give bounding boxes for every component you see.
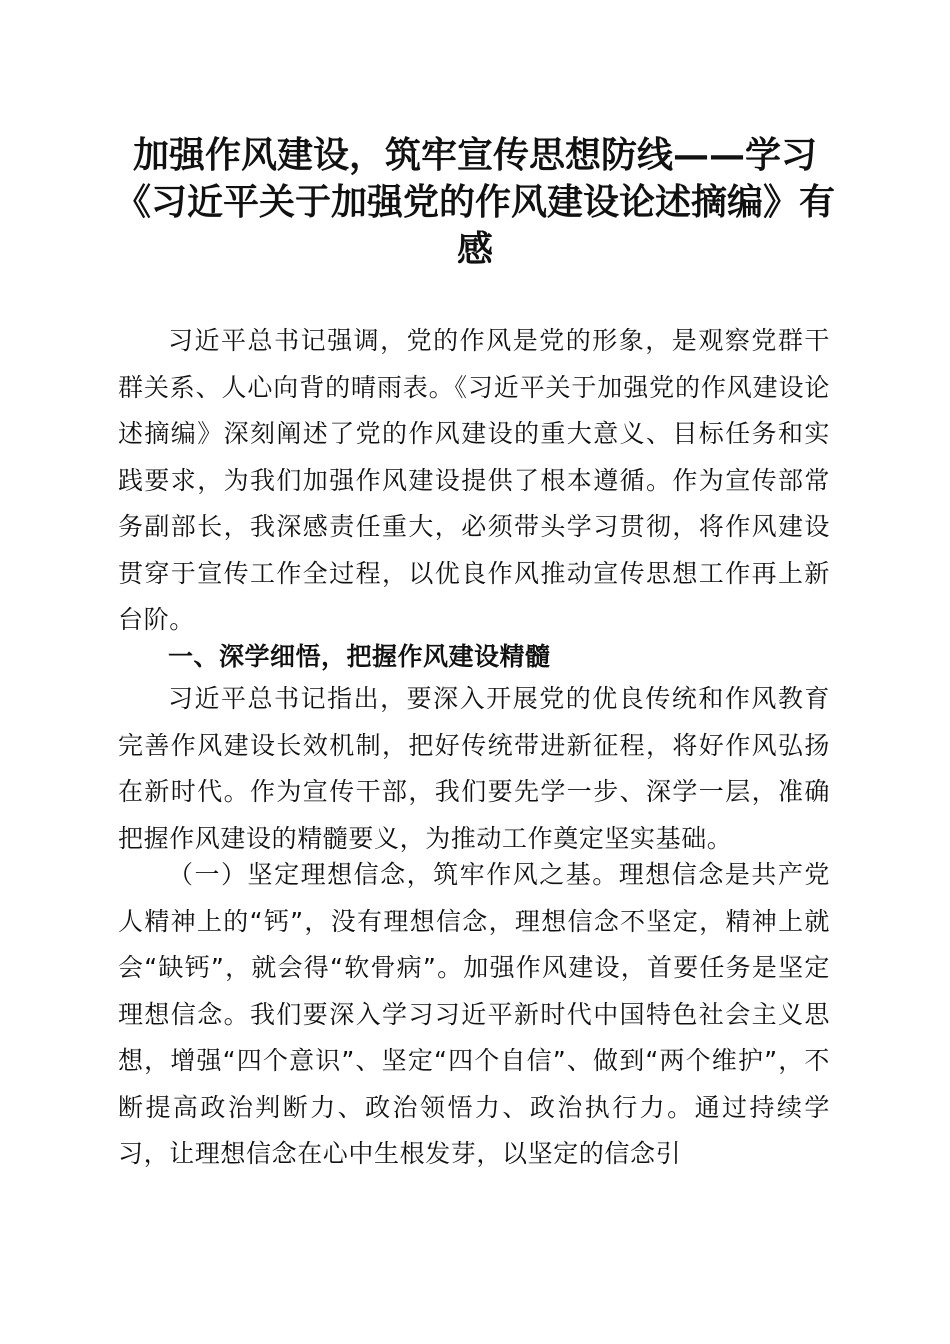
intro-paragraph-block xyxy=(118,318,830,644)
title-line-1: 加强作风建设，筑牢宣传思想防线——学习 xyxy=(132,134,817,176)
intro-paragraph: 习近平总书记强调，党的作风是党的形象，是观察党群干群关系、人心向背的晴雨表。《习近平关于加强党的作风建设论述摘编》深刻阐述了党的作风建设的重大意义、目标任务和实践要求，为我们加强作风建设提供了根本遵循。作为宣传部常务副部长，我深感责任重大，必须带头学习贯彻，将作风建设贯穿于宣传工作全过程，以优良作风推动宣传思想工作再上新台阶。 xyxy=(118,326,830,634)
section-heading: 一、深学细悟，把握作风建设精髓 xyxy=(168,642,551,671)
section-paragraph-block xyxy=(118,676,830,862)
section-paragraph: 习近平总书记指出，要深入开展党的优良传统和作风教育完善作风建设长效机制，把好传统带进新征程，将好作风弘扬在新时代。作为宣传干部，我们要先学一步、深学一层，准确把握作风建设的精髓要义，为推动工作奠定坚实基础。 xyxy=(118,684,830,853)
subsection-paragraph: （一）坚定理想信念，筑牢作风之基。理想信念是共产党人精神上的“钙”，没有理想信念，理想信念不坚定，精神上就会“缺钙”，就会得“软骨病”。加强作风建设，首要任务是坚定理想信念。我们要深入学习习近平新时代中国特色社会主义思想，增强“四个意识”、坚定“四个自信”、做到“两个维护”，不断提高政治判断力、政治领悟力、政治执行力。通过持续学习，让理想信念在心中生根发芽，以坚定的信念引 xyxy=(118,860,830,1168)
title-line-2: 《习近平关于加强党的作风建设论述摘编》有 xyxy=(114,181,835,223)
document-title xyxy=(110,132,840,273)
subsection-paragraph-block xyxy=(118,852,830,1178)
title-line-3: 感 xyxy=(456,228,493,270)
